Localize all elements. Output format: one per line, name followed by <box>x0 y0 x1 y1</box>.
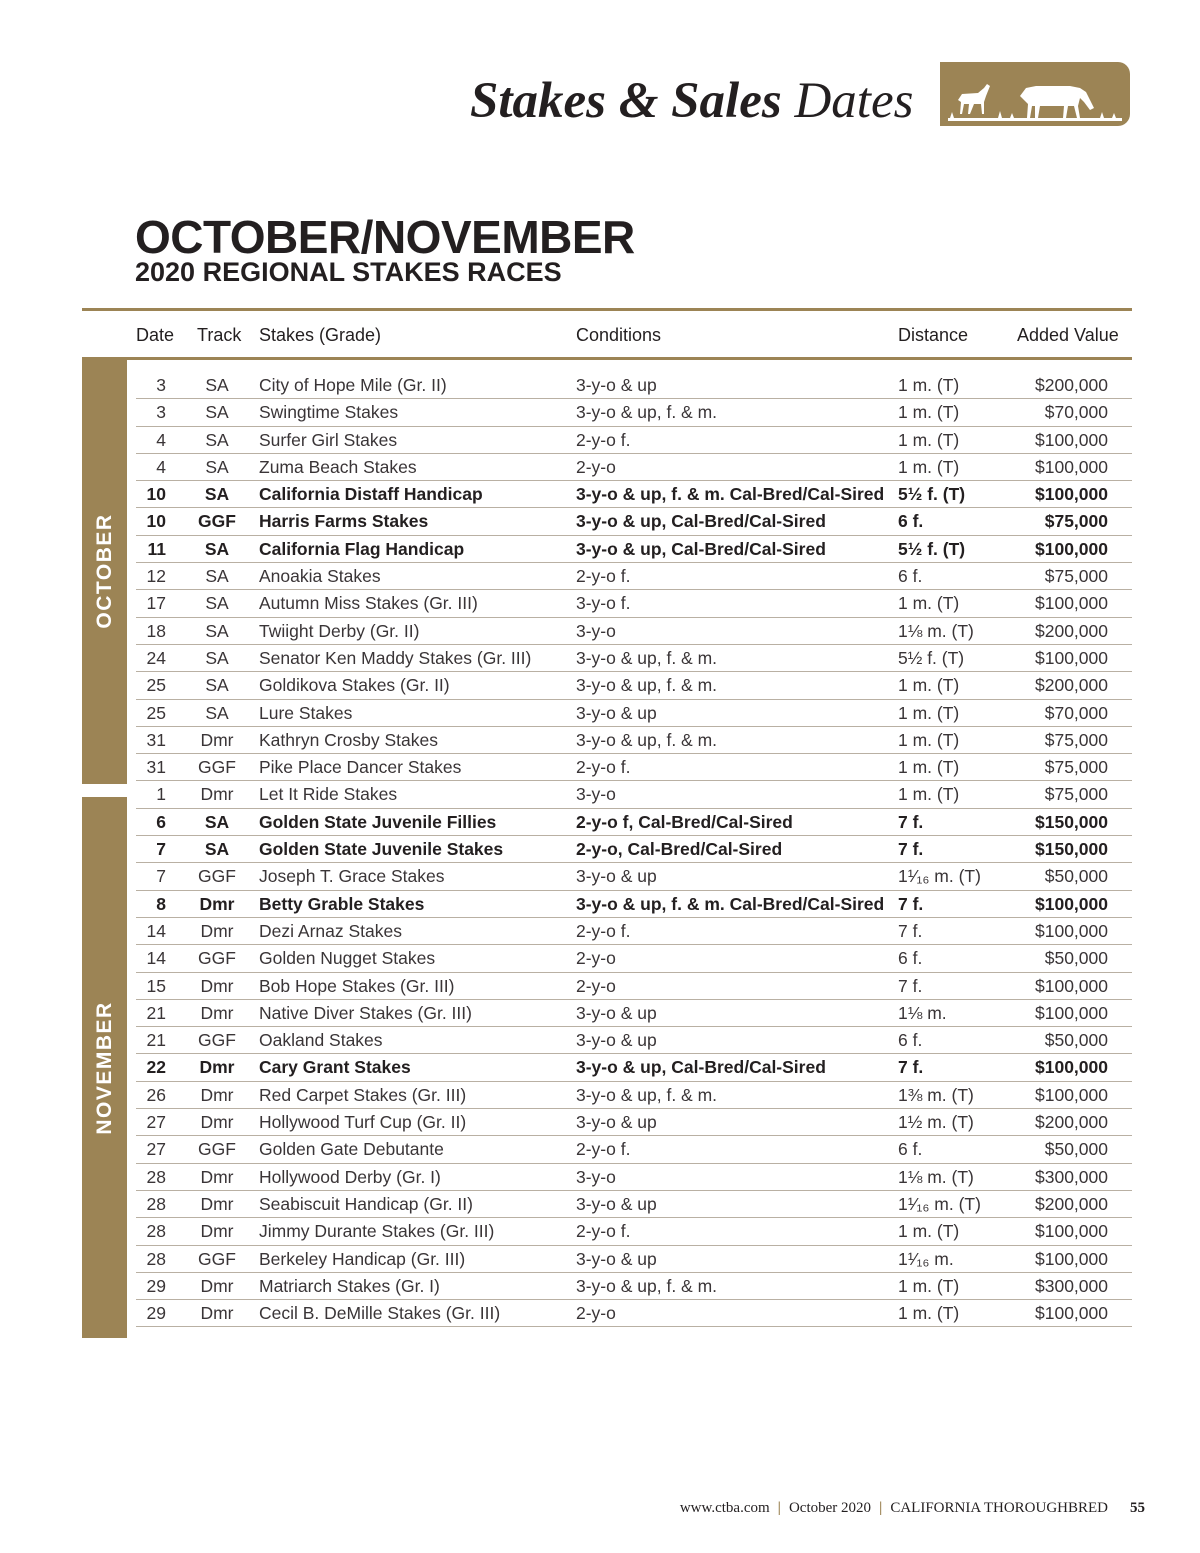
table-row <box>136 727 1132 754</box>
table-row <box>136 918 1132 945</box>
race-date: 28 <box>146 1193 166 1214</box>
header-conditions: Conditions <box>576 325 662 345</box>
race-stakes: Native Diver Stakes (Gr. III) <box>259 1002 472 1023</box>
table-row <box>136 1246 1132 1273</box>
race-added-value: $200,000 <box>1035 1112 1108 1133</box>
race-track: SA <box>205 456 229 477</box>
race-added-value: $70,000 <box>1044 402 1108 423</box>
race-distance: 6 f. <box>898 566 923 587</box>
race-conditions: 3-y-o & up <box>576 1030 657 1051</box>
race-added-value: $200,000 <box>1035 1193 1108 1214</box>
race-conditions: 3-y-o & up, Cal-Bred/Cal-Sired <box>576 1057 826 1078</box>
race-distance: 7 f. <box>898 1057 924 1078</box>
race-stakes: Kathryn Crosby Stakes <box>259 729 438 750</box>
race-distance: 1⅛ m. (T) <box>898 1166 974 1187</box>
table-row <box>136 454 1132 481</box>
table-row <box>136 590 1132 617</box>
race-date: 18 <box>146 620 166 641</box>
race-added-value: $200,000 <box>1035 675 1108 696</box>
race-date: 15 <box>146 975 166 996</box>
race-conditions: 3-y-o <box>576 1166 616 1187</box>
race-distance: 1⅛ m. <box>898 1002 947 1023</box>
race-track: SA <box>204 484 230 505</box>
race-added-value: $300,000 <box>1035 1166 1108 1187</box>
race-conditions: 3-y-o & up, f. & m. <box>576 647 718 668</box>
race-conditions: 2-y-o f, Cal-Bred/Cal-Sired <box>576 811 793 832</box>
table-row <box>136 836 1132 863</box>
table-row <box>136 536 1132 563</box>
race-conditions: 3-y-o & up, Cal-Bred/Cal-Sired <box>576 538 826 559</box>
race-added-value: $100,000 <box>1035 456 1108 477</box>
race-date: 22 <box>146 1057 166 1078</box>
race-track: Dmr <box>200 1221 234 1242</box>
race-stakes: Cary Grant Stakes <box>259 1057 411 1078</box>
race-conditions: 3-y-o & up, f. & m. <box>576 675 718 696</box>
race-distance: 1 m. (T) <box>898 456 960 477</box>
race-date: 31 <box>146 757 166 778</box>
race-distance: 6 f. <box>898 1139 923 1160</box>
race-date: 29 <box>146 1303 166 1324</box>
race-added-value: $75,000 <box>1044 784 1108 805</box>
table-row <box>136 809 1132 836</box>
race-conditions: 3-y-o & up, f. & m. <box>576 402 718 423</box>
race-conditions: 3-y-o & up <box>576 1248 657 1269</box>
footer-separator: | <box>879 1500 883 1516</box>
race-stakes: Oakland Stakes <box>259 1030 383 1051</box>
race-conditions: 3-y-o & up <box>576 702 657 723</box>
race-conditions: 3-y-o & up <box>576 1193 657 1214</box>
race-distance: 1¹⁄₁₆ m. (T) <box>898 1193 981 1214</box>
table-row <box>136 973 1132 1000</box>
race-date: 3 <box>156 375 166 395</box>
race-added-value: $100,000 <box>1035 429 1108 450</box>
race-distance: 5½ f. (T) <box>898 647 965 668</box>
race-added-value: $150,000 <box>1035 811 1108 832</box>
race-date: 27 <box>146 1112 166 1133</box>
race-date: 21 <box>146 1002 166 1023</box>
table-row <box>136 1273 1132 1300</box>
table-row <box>136 1000 1132 1027</box>
table-row <box>136 372 1132 399</box>
race-date: 7 <box>156 839 166 860</box>
race-track: GGF <box>198 866 236 887</box>
race-distance: 1 m. (T) <box>898 702 960 723</box>
race-track: SA <box>205 593 229 614</box>
table-row <box>136 945 1132 972</box>
page-footer <box>680 1500 1145 1522</box>
race-track: Dmr <box>200 1275 234 1296</box>
page-title: OCTOBER/NOVEMBER <box>135 211 635 263</box>
race-added-value: $75,000 <box>1044 757 1108 778</box>
race-distance: 1½ m. (T) <box>898 1112 974 1133</box>
race-distance: 7 f. <box>898 811 924 832</box>
table-row <box>136 891 1132 918</box>
race-stakes: Golden Gate Debutante <box>259 1139 444 1160</box>
race-distance: 7 f. <box>898 893 924 914</box>
race-distance: 1⅛ m. (T) <box>898 620 974 641</box>
race-date: 4 <box>156 429 166 450</box>
table-row <box>136 1109 1132 1136</box>
footer-issue: October 2020 <box>788 1500 872 1516</box>
race-stakes: Zuma Beach Stakes <box>259 456 417 477</box>
race-date: 11 <box>147 538 166 559</box>
race-distance: 7 f. <box>898 920 923 941</box>
race-conditions: 3-y-o & up, f. & m. <box>576 729 718 750</box>
footer-url: www.ctba.com <box>679 1500 770 1516</box>
race-distance: 5½ f. (T) <box>898 484 966 505</box>
race-stakes: Cecil B. DeMille Stakes (Gr. III) <box>259 1303 501 1324</box>
page-number: 55 <box>1130 1500 1145 1516</box>
header-date: Date <box>136 325 175 345</box>
race-stakes: Bob Hope Stakes (Gr. III) <box>259 975 455 996</box>
table-row <box>136 1054 1132 1081</box>
race-date: 3 <box>156 402 166 423</box>
race-added-value: $75,000 <box>1044 566 1108 587</box>
race-conditions: 3-y-o & up, f. & m. Cal-Bred/Cal-Sired <box>576 484 885 505</box>
race-added-value: $100,000 <box>1035 538 1108 559</box>
banner-title-rest: Dates <box>794 73 914 129</box>
race-stakes: Goldikova Stakes (Gr. II) <box>259 675 450 696</box>
race-stakes: Anoakia Stakes <box>259 566 381 587</box>
table-row <box>136 427 1132 454</box>
race-track: GGF <box>198 1030 236 1051</box>
horses-icon <box>940 62 1130 126</box>
race-distance: 7 f. <box>898 839 924 860</box>
race-date: 7 <box>156 866 166 887</box>
race-distance: 6 f. <box>898 1030 923 1051</box>
table-row <box>136 1218 1132 1245</box>
race-track: Dmr <box>200 1112 234 1133</box>
race-distance: 7 f. <box>898 975 923 996</box>
race-track: Dmr <box>200 975 234 996</box>
race-stakes: Joseph T. Grace Stakes <box>259 866 445 887</box>
race-added-value: $100,000 <box>1035 1221 1108 1242</box>
race-track: SA <box>205 620 229 641</box>
race-distance: 1 m. (T) <box>898 429 960 450</box>
race-distance: 1 m. (T) <box>898 675 960 696</box>
table-row <box>136 700 1132 727</box>
race-stakes: Autumn Miss Stakes (Gr. III) <box>259 593 478 614</box>
race-track: SA <box>205 647 229 668</box>
race-conditions: 3-y-o & up <box>576 866 657 887</box>
table-row <box>136 1082 1132 1109</box>
race-stakes: Let It Ride Stakes <box>259 784 398 805</box>
race-added-value: $150,000 <box>1035 839 1108 860</box>
race-date: 26 <box>146 1084 166 1105</box>
race-date: 12 <box>146 566 166 587</box>
race-stakes: Betty Grable Stakes <box>259 893 425 914</box>
race-stakes: Senator Ken Maddy Stakes (Gr. III) <box>259 647 532 668</box>
race-stakes: Hollywood Derby (Gr. I) <box>259 1166 441 1187</box>
race-distance: 6 f. <box>898 511 924 532</box>
race-conditions: 3-y-o & up <box>576 1112 657 1133</box>
race-conditions: 3-y-o & up, Cal-Bred/Cal-Sired <box>576 511 826 532</box>
table-row <box>136 645 1132 672</box>
race-track: SA <box>205 702 229 723</box>
race-conditions: 2-y-o f. <box>576 566 631 587</box>
race-distance: 1 m. (T) <box>898 1275 960 1296</box>
race-added-value: $100,000 <box>1035 975 1108 996</box>
race-added-value: $100,000 <box>1035 484 1108 505</box>
race-conditions: 2-y-o <box>576 456 616 477</box>
table-row <box>136 1164 1132 1191</box>
race-added-value: $75,000 <box>1044 511 1108 532</box>
race-conditions: 3-y-o & up, f. & m. <box>576 1275 718 1296</box>
race-added-value: $300,000 <box>1035 1275 1108 1296</box>
race-stakes: Surfer Girl Stakes <box>259 429 398 450</box>
race-conditions: 3-y-o & up <box>576 375 657 395</box>
race-track: Dmr <box>200 1002 234 1023</box>
race-date: 29 <box>146 1275 166 1296</box>
table-row <box>136 399 1132 426</box>
race-date: 28 <box>146 1248 166 1269</box>
race-track: SA <box>204 839 230 860</box>
table-row <box>136 1191 1132 1218</box>
race-added-value: $200,000 <box>1035 620 1108 641</box>
stakes-table <box>136 372 1132 1327</box>
header-distance: Distance <box>898 325 969 345</box>
race-conditions: 2-y-o <box>576 975 616 996</box>
race-stakes: Jimmy Durante Stakes (Gr. III) <box>259 1221 495 1242</box>
race-track: Dmr <box>200 1193 234 1214</box>
race-distance: 1 m. (T) <box>898 757 960 778</box>
race-conditions: 2-y-o, Cal-Bred/Cal-Sired <box>576 839 783 860</box>
race-stakes: Twiight Derby (Gr. II) <box>259 620 420 641</box>
race-track: GGF <box>198 948 236 969</box>
table-row <box>136 563 1132 590</box>
race-added-value: $50,000 <box>1044 1030 1108 1051</box>
race-added-value: $100,000 <box>1035 1248 1108 1269</box>
race-stakes: City of Hope Mile (Gr. II) <box>259 375 447 395</box>
race-distance: 5½ f. (T) <box>898 538 966 559</box>
race-track: Dmr <box>199 1057 235 1078</box>
table-row <box>136 754 1132 781</box>
race-track: SA <box>204 811 230 832</box>
race-date: 25 <box>146 675 166 696</box>
month-band-november <box>82 797 127 1338</box>
table-row <box>136 618 1132 645</box>
race-added-value: $100,000 <box>1035 1303 1108 1324</box>
table-row <box>136 481 1132 508</box>
race-conditions: 2-y-o f. <box>576 429 631 450</box>
race-date: 24 <box>146 647 166 668</box>
banner-title-bold: Stakes & Sales <box>470 73 782 129</box>
header-track: Track <box>197 325 242 345</box>
table-header <box>0 325 1200 351</box>
race-stakes: Golden Nugget Stakes <box>259 948 436 969</box>
table-row <box>136 781 1132 808</box>
race-stakes: Berkeley Handicap (Gr. III) <box>259 1248 466 1269</box>
race-added-value: $70,000 <box>1044 702 1108 723</box>
race-distance: 1 m. (T) <box>898 1303 960 1324</box>
race-date: 28 <box>146 1166 166 1187</box>
race-conditions: 3-y-o & up <box>576 1002 657 1023</box>
month-band-october <box>82 357 127 784</box>
race-distance: 1 m. (T) <box>898 1221 960 1242</box>
race-stakes: Dezi Arnaz Stakes <box>259 920 402 941</box>
race-date: 17 <box>146 593 166 614</box>
race-date: 10 <box>146 511 166 532</box>
race-date: 8 <box>156 893 166 914</box>
race-distance: 1 m. (T) <box>898 593 960 614</box>
race-conditions: 3-y-o <box>576 620 616 641</box>
race-track: Dmr <box>200 1084 234 1105</box>
race-track: SA <box>204 538 230 559</box>
race-added-value: $75,000 <box>1044 729 1108 750</box>
race-conditions: 2-y-o f. <box>576 757 631 778</box>
race-distance: 1 m. (T) <box>898 729 960 750</box>
table-row <box>136 508 1132 535</box>
race-stakes: Lure Stakes <box>259 702 353 723</box>
top-divider <box>82 308 1132 311</box>
race-added-value: $100,000 <box>1035 1002 1108 1023</box>
race-date: 14 <box>146 948 166 969</box>
race-track: Dmr <box>200 1166 234 1187</box>
table-row <box>136 1136 1132 1163</box>
race-distance: 1⅜ m. (T) <box>898 1084 974 1105</box>
race-track: Dmr <box>200 1303 234 1324</box>
race-added-value: $100,000 <box>1035 1057 1108 1078</box>
race-stakes: Golden State Juvenile Stakes <box>259 839 504 860</box>
table-row <box>136 863 1132 890</box>
race-distance: 1¹⁄₁₆ m. <box>898 1248 954 1269</box>
race-date: 1 <box>156 784 166 805</box>
table-row <box>136 1027 1132 1054</box>
race-added-value: $50,000 <box>1044 1139 1108 1160</box>
race-stakes: Golden State Juvenile Fillies <box>259 811 497 832</box>
header-stakes: Stakes (Grade) <box>259 325 382 345</box>
race-track: GGF <box>198 1139 236 1160</box>
race-date: 6 <box>156 811 166 832</box>
race-date: 21 <box>146 1030 166 1051</box>
month-label-october: OCTOBER <box>92 512 116 629</box>
section-banner-title <box>470 72 940 142</box>
header-divider <box>82 357 1132 360</box>
race-date: 27 <box>146 1139 166 1160</box>
race-distance: 6 f. <box>898 948 923 969</box>
race-distance: 1 m. (T) <box>898 784 960 805</box>
table-row <box>136 672 1132 699</box>
race-distance: 1¹⁄₁₆ m. (T) <box>898 866 981 887</box>
race-conditions: 3-y-o f. <box>576 593 631 614</box>
race-date: 28 <box>146 1221 166 1242</box>
race-added-value: $50,000 <box>1044 948 1108 969</box>
race-track: SA <box>205 675 229 696</box>
race-track: GGF <box>198 757 236 778</box>
race-track: Dmr <box>200 784 234 805</box>
race-track: Dmr <box>200 729 234 750</box>
race-date: 4 <box>156 456 166 477</box>
race-conditions: 3-y-o <box>576 784 616 805</box>
month-label-november: NOVEMBER <box>92 1000 116 1135</box>
race-distance: 1 m. (T) <box>898 375 960 395</box>
race-date: 25 <box>146 702 166 723</box>
race-added-value: $100,000 <box>1035 920 1108 941</box>
race-track: Dmr <box>200 920 234 941</box>
race-stakes: Seabiscuit Handicap (Gr. II) <box>259 1193 473 1214</box>
race-track: SA <box>205 566 229 587</box>
race-added-value: $100,000 <box>1035 893 1108 914</box>
footer-magazine: CALIFORNIA THOROUGHBRED <box>890 1500 1108 1516</box>
race-date: 10 <box>146 484 166 505</box>
race-track: GGF <box>198 511 236 532</box>
race-conditions: 3-y-o & up, f. & m. Cal-Bred/Cal-Sired <box>576 893 885 914</box>
race-date: 31 <box>146 729 166 750</box>
race-date: 14 <box>146 920 166 941</box>
race-conditions: 2-y-o <box>576 948 616 969</box>
race-conditions: 3-y-o & up, f. & m. <box>576 1084 718 1105</box>
race-added-value: $100,000 <box>1035 1084 1108 1105</box>
race-added-value: $50,000 <box>1044 866 1108 887</box>
race-stakes: Hollywood Turf Cup (Gr. II) <box>259 1112 467 1133</box>
race-distance: 1 m. (T) <box>898 402 960 423</box>
race-track: Dmr <box>199 893 235 914</box>
footer-separator: | <box>777 1500 781 1516</box>
race-stakes: California Flag Handicap <box>259 538 465 559</box>
race-conditions: 2-y-o f. <box>576 920 631 941</box>
race-stakes: Swingtime Stakes <box>259 402 399 423</box>
race-stakes: Harris Farms Stakes <box>259 511 429 532</box>
race-track: SA <box>205 402 229 423</box>
race-stakes: Pike Place Dancer Stakes <box>259 757 462 778</box>
race-stakes: California Distaff Handicap <box>259 484 483 505</box>
race-added-value: $200,000 <box>1035 375 1108 395</box>
race-conditions: 2-y-o <box>576 1303 616 1324</box>
table-row <box>136 1300 1132 1327</box>
race-track: SA <box>205 429 229 450</box>
race-stakes: Matriarch Stakes (Gr. I) <box>259 1275 440 1296</box>
race-stakes: Red Carpet Stakes (Gr. III) <box>259 1084 467 1105</box>
race-track: GGF <box>198 1248 236 1269</box>
race-added-value: $100,000 <box>1035 647 1108 668</box>
race-conditions: 2-y-o f. <box>576 1221 631 1242</box>
header-added-value: Added Value <box>1017 325 1119 345</box>
race-added-value: $100,000 <box>1035 593 1108 614</box>
race-conditions: 2-y-o f. <box>576 1139 631 1160</box>
race-track: SA <box>205 375 229 395</box>
page-subtitle: 2020 REGIONAL STAKES RACES <box>135 257 562 287</box>
